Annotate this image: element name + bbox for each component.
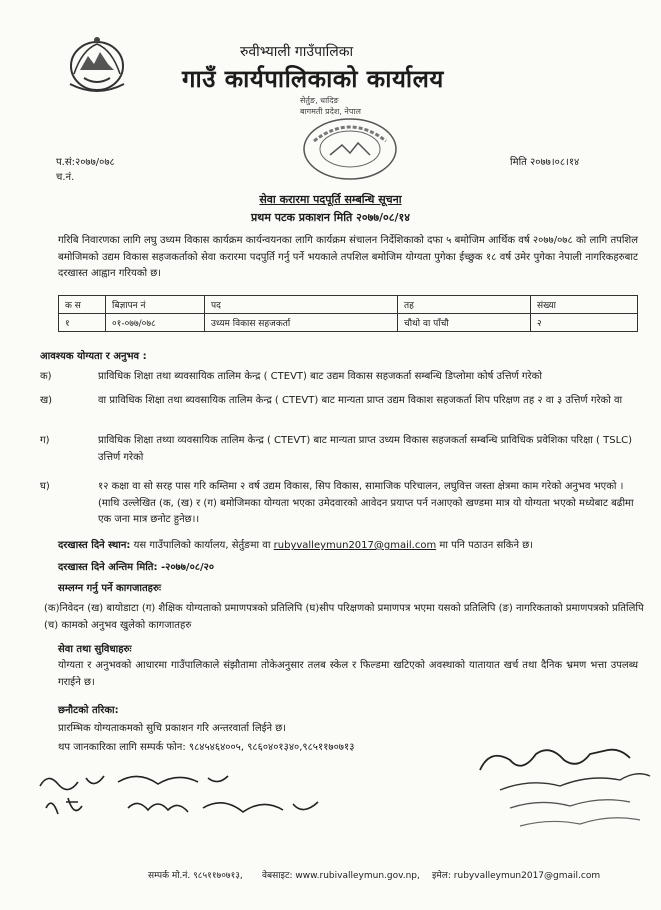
vacancy-table <box>58 295 638 332</box>
table-header-cell: पद <box>205 296 398 314</box>
requirement-marker: क) <box>40 371 52 382</box>
submission-email-link[interactable]: rubyvalleymun2017@gmail.com <box>273 540 437 551</box>
municipality-name: रुवीभ्याली गाउँपालिका <box>240 44 354 60</box>
nepal-emblem-icon <box>62 30 132 96</box>
table-header-cell: क स <box>59 296 106 314</box>
deadline: दरखास्त दिने अन्तिम मिति: -२०७७/०८/२० <box>58 562 215 573</box>
table-header-cell: बिज्ञापन नं <box>106 296 205 314</box>
reference-number: प.सं:२०७७/०७८ <box>56 157 115 168</box>
facilities-heading: सेवा तथा सुविधाहरुः <box>58 644 132 655</box>
table-row <box>59 314 638 332</box>
notice-date: मिति २०७७।०८।१४ <box>510 157 580 168</box>
submission-suffix: मा पनि पठाउन सकिने छ। <box>439 540 534 551</box>
requirement-marker: ग) <box>40 435 50 446</box>
office-name: गाउँ कार्यपालिकाको कार्यालय <box>182 65 444 93</box>
requirement-item <box>40 393 640 410</box>
requirement-text: प्राविधिक शिक्षा तथ्या व्यवसायिक तालिम केन्द्र ( CTEVT) बाट मान्यता प्राप्त उध्यम विकास सहजकर्ता सम्बन्धि प्राविधिक प्रवेशिका परिक्षा ( TSLC) उत्तिर्ण गरेको <box>98 435 633 463</box>
address-stamp <box>300 95 361 117</box>
table-cell: १ <box>59 314 106 332</box>
table-cell: ०१-०७७/०७८ <box>106 314 205 332</box>
table-header-cell: तह <box>398 296 531 314</box>
notice-title: सेवा करारमा पदपूर्ति सम्बन्धि सूचना <box>259 193 402 206</box>
facilities-text: योग्यता र अनुभवको आधारमा गाउँपालिकाले संझौतामा तोकेअनुसार तलब स्केल र फिल्डमा खटिएको अवस्थाको यातायात खर्च तथा दैनिक भ्रमण भत्ता उपलब्ध गराईने छ। <box>58 660 638 688</box>
requirement-item <box>40 369 640 386</box>
handwritten-note <box>38 768 328 828</box>
submission-text: यस गाउँपालिको कार्यालय, सेर्तुङमा वा <box>133 540 271 551</box>
table-cell: २ <box>531 314 638 332</box>
table-cell: चौथो वा पाँचौ <box>398 314 531 332</box>
selection-text: प्रारम्भिक योग्यताकमको सुचि प्रकाशन गरि अन्तरवार्ता लिईने छ। <box>58 723 287 734</box>
stamp-line-2: बागमती प्रदेश, नेपाल <box>300 107 361 116</box>
footer-email-link[interactable]: इमेल: rubyvalleymun2017@gmail.com <box>432 871 601 881</box>
requirement-text: वा प्राविधिक शिक्षा तथा ब्यवसायिक तालिम केन्द्र ( CTEVT) बाट मान्यता प्राप्त उद्यम विकाश सहजकर्ता शिप परिक्षण तह २ वा ३ उत्तिर्ण गरेको वा <box>98 395 623 406</box>
selection-heading: छनौटको तरिका: <box>58 705 119 716</box>
table-header-row <box>59 296 638 314</box>
requirement-text: १२ कक्षा वा सो सरह पास गरि कम्तिमा २ वर्ष उद्यम विकास, सिप विकास, सामाजिक परिचालन, लघुवित्त जस्ता क्षेत्रमा काम गरेको अनुभव भएको । (माथि उल्लेखित (क, (ख) र (ग) बमोजिमका योग्यता भएका उमेदवारको आवेदन प्रयाप्त पर्न नआएको खण्डमा मात्र यो योग्यता भएको मध्येबाट बढीमा एक जना मात्र छनोट हुनेछ।। <box>98 481 634 525</box>
documents-text: (क)निवेदन (ख) बायोडाटा (ग) शैक्षिक योग्यताको प्रमाणपत्रको प्रतिलिपि (घ)सीप परिक्षणको प्रमाणपत्र भएमा यसको प्रतिलिपि (ङ) नागरिकताको प्रमाणपत्रको प्रतिलिपि (च) कामको अनुभव खुलेको कागजातहरु <box>44 603 644 631</box>
submission-label: दरखास्त दिने स्थान: <box>58 540 131 551</box>
footer-phone: सम्पर्क मो.नं. ९८५११७०७१३, <box>148 871 243 881</box>
notice-subtitle: प्रथम पटक प्रकाशन मिति २०७७/०८/१४ <box>251 211 410 224</box>
requirements-heading: आवश्यक योग्यता र अनुभव : <box>40 351 147 362</box>
chalani-number: च.नं. <box>56 172 75 183</box>
table-cell: उध्यम विकास सहजकर्ता <box>205 314 398 332</box>
stamp-line-1: सेर्तुङ, धादिङ <box>300 96 339 105</box>
documents-heading: सम्लग्न गर्नु पर्ने कागजातहरुः <box>58 583 161 594</box>
contact-phones: थप जानकारिका लागि सम्पर्क फोन: ९८४५४६४००५, ९८६०४०१३४०,९८५११७०७१३ <box>58 742 355 753</box>
requirement-item <box>40 433 640 466</box>
office-seal <box>300 115 400 183</box>
requirement-marker: घ) <box>40 481 50 492</box>
requirement-marker: ख) <box>40 395 53 406</box>
intro-paragraph: गरिबि निवारणका लागि लघु उध्यम विकास कार्यक्रम कार्यन्वयनका लागि कार्यक्रम संचालन निर्देशिकाको दफा ५ बमोजिम आर्थिक वर्ष २०७७/०७८ को लागि तपशिल बमोजिमको उद्यम विकास सहजकर्ताको सेवा करारमा पदपुर्ति गर्नु पर्ने भयकाले तपशिल बमोजिम योग्यता पुगेका ईच्छुक १८ वर्ष उमेर पुगेका नेपाली नागरिकहरुबाट दरखास्त आह्वान गरियको छ। <box>58 235 638 279</box>
submission-place <box>58 537 533 551</box>
requirement-text: प्राविधिक शिक्षा तथा ब्यवसायिक तालिम केन्द्र ( CTEVT) बाट उद्यम विकास सहजकर्ता सम्बन्धि डिप्लोमा कोर्ष उत्तिर्ण गरेको <box>98 371 542 382</box>
requirement-item <box>40 479 640 529</box>
official-signature <box>440 740 660 845</box>
table-header-cell: संख्या <box>531 296 638 314</box>
footer-website-link[interactable]: वेबसाइट: www.rubivalleymun.gov.np, <box>262 871 420 881</box>
